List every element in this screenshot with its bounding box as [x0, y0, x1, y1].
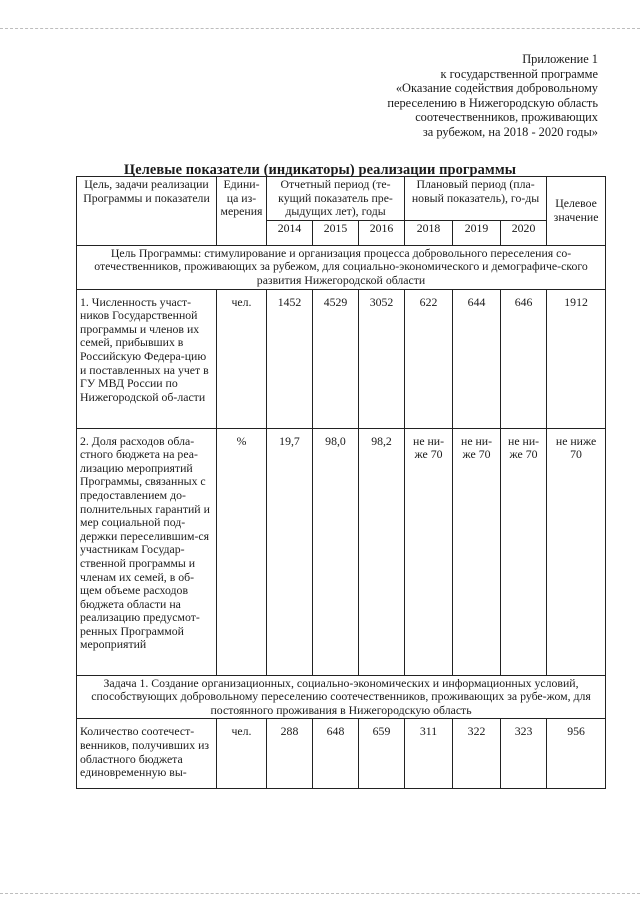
unit-cell: чел.	[217, 719, 267, 789]
header-plan-period: Плановый период (пла-новый показатель), го-ды	[405, 177, 547, 221]
header-target: Целевое значение	[547, 177, 606, 246]
document-title: Целевые показатели (индикаторы) реализации программы	[123, 162, 517, 178]
target-cell: 1912	[547, 289, 606, 428]
value-cell: не ни-же 70	[453, 428, 501, 675]
task-text: Задача 1. Создание организационных, социально-экономических и информационных условий, способствующих добровольному переселению соотечественников, проживающих за рубе-жом, для постоянного проживания в Нижегородскую область	[77, 675, 606, 719]
value-cell: 644	[453, 289, 501, 428]
scan-artifact-line	[0, 893, 640, 894]
goal-text: Цель Программы: стимулирование и организация процесса добровольного переселения со-отечественников, проживающих за рубежом, для социально-экономического и демографиче-ского развития Нижегородской области	[77, 245, 606, 289]
indicators-table	[76, 176, 606, 789]
value-cell: 322	[453, 719, 501, 789]
target-cell: 956	[547, 719, 606, 789]
year-cell: 2019	[453, 220, 501, 245]
value-cell: 648	[313, 719, 359, 789]
annex-line: за рубежом, на 2018 - 2020 годы»	[422, 124, 598, 139]
value-cell: 4529	[313, 289, 359, 428]
annex-line: переселению в Нижегородскую область	[387, 95, 598, 110]
year-cell: 2020	[501, 220, 547, 245]
unit-cell: чел.	[217, 289, 267, 428]
unit-cell: %	[217, 428, 267, 675]
year-cell: 2018	[405, 220, 453, 245]
value-cell: 659	[359, 719, 405, 789]
value-cell: 1452	[267, 289, 313, 428]
table-row	[77, 289, 606, 428]
value-cell: 19,7	[267, 428, 313, 675]
value-cell: 98,2	[359, 428, 405, 675]
target-cell: не ниже 70	[547, 428, 606, 675]
table-row	[77, 719, 606, 789]
value-cell: 622	[405, 289, 453, 428]
indicator-name: 2. Доля расходов обла-стного бюджета на реа-лизацию мероприятий Программы, связанных с предоставлением до-полнительных гарантий и мер социальной под-держки переселившим-ся участникам Государ-ственной программы и членам их семей, в об-щем объеме расходов бюджета области на реализацию предусмот-ренных Программой мероприятий	[77, 428, 217, 675]
value-cell: 3052	[359, 289, 405, 428]
value-cell: 311	[405, 719, 453, 789]
value-cell: не ни-же 70	[501, 428, 547, 675]
header-unit: Едини-ца из-мерения	[217, 177, 267, 246]
annex-header	[298, 52, 598, 140]
scan-artifact-line	[0, 28, 640, 29]
goal-row	[77, 245, 606, 289]
annex-line: Приложение 1	[522, 52, 598, 66]
table-row	[77, 428, 606, 675]
year-cell: 2016	[359, 220, 405, 245]
indicator-name: 1. Численность участ-ников Государственной программы и членов их семей, прибывших в Российскую Федера-цию и поставленных на учет в ГУ МВД России по Нижегородской об-ласти	[77, 289, 217, 428]
value-cell: 323	[501, 719, 547, 789]
indicator-name: Количество соотечест-венников, получивших из областного бюджета единовременную вы-	[77, 719, 217, 789]
header-report-period: Отчетный период (те-кущий показатель пре-дыдущих лет), годы	[267, 177, 405, 221]
annex-line: к государственной программе	[440, 66, 598, 81]
value-cell: 646	[501, 289, 547, 428]
header-goal: Цель, задачи реализации Программы и показатели	[77, 177, 217, 246]
table-header-row	[77, 177, 606, 221]
annex-line: соотечественников, проживающих	[415, 110, 598, 125]
year-cell: 2014	[267, 220, 313, 245]
task-row	[77, 675, 606, 719]
annex-line: «Оказание содействия добровольному	[395, 81, 598, 96]
value-cell: 98,0	[313, 428, 359, 675]
value-cell: не ни-же 70	[405, 428, 453, 675]
value-cell: 288	[267, 719, 313, 789]
year-cell: 2015	[313, 220, 359, 245]
